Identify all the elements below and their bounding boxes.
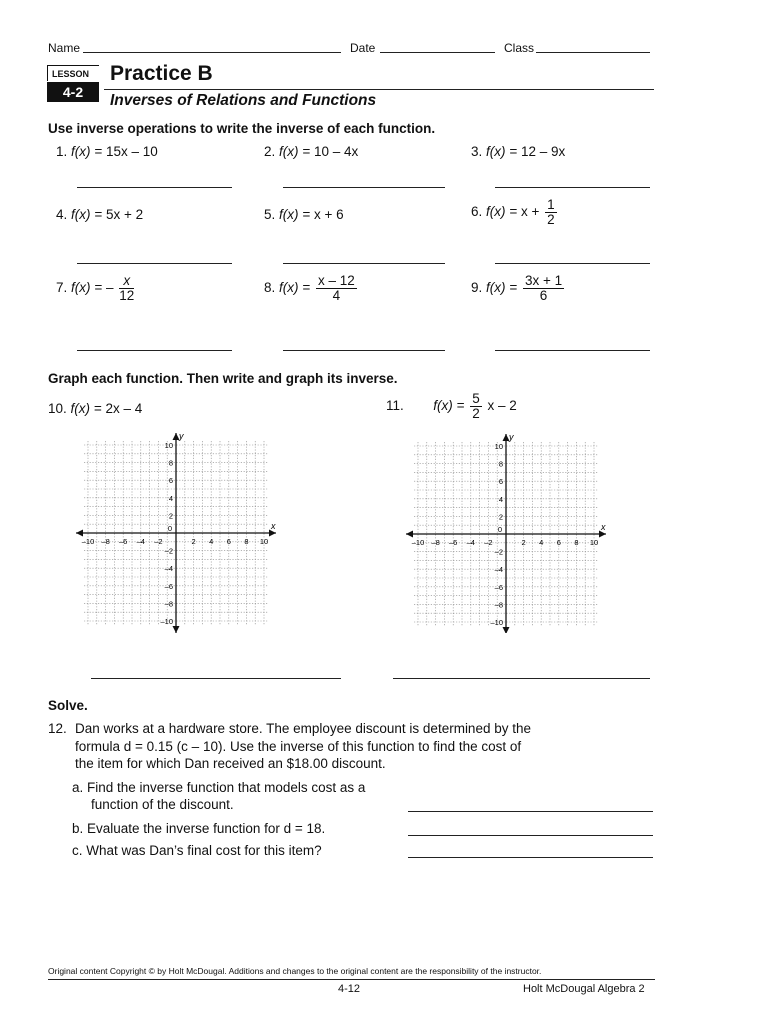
x-tick-label: 8 xyxy=(244,537,249,546)
answer-line-10[interactable] xyxy=(91,678,341,679)
problem-num: 10. xyxy=(48,401,67,416)
answer-line-1[interactable] xyxy=(77,187,232,188)
fraction xyxy=(523,274,564,303)
y-tick-label: –6 xyxy=(164,581,173,591)
y-tick-label: 6 xyxy=(498,477,503,487)
problem-num: 3. xyxy=(471,144,483,159)
problem-4 xyxy=(56,207,143,222)
x-tick-label: –8 xyxy=(101,537,110,546)
answer-line-12b[interactable] xyxy=(408,835,653,836)
problem-5 xyxy=(264,207,344,222)
page-subtitle: Inverses of Relations and Functions xyxy=(110,92,377,109)
answer-line-9[interactable] xyxy=(495,350,650,351)
x-tick-label: 10 xyxy=(589,538,599,547)
x-axis-label: x xyxy=(271,521,276,531)
y-tick-label: –8 xyxy=(164,599,173,609)
answer-line-8[interactable] xyxy=(283,350,445,351)
title-rule xyxy=(104,89,654,90)
x-tick-label: –2 xyxy=(484,538,493,547)
x-tick-label: 2 xyxy=(191,537,196,546)
x-tick-label: 4 xyxy=(209,537,214,546)
x-tick-label: –8 xyxy=(431,538,440,547)
problem-lhs: f(x) = xyxy=(279,280,311,296)
y-tick-label: –8 xyxy=(494,600,503,610)
problem-lhs: f(x) = xyxy=(486,204,518,220)
frac-den: 12 xyxy=(119,288,135,303)
problem-expr: – xyxy=(105,280,114,296)
copyright-notice: Original content Copyright © by Holt McDougal. Additions and changes to the original content are the responsibility of the instructor. xyxy=(48,966,542,976)
name-field[interactable] xyxy=(83,52,341,53)
problem-12-num: 12. xyxy=(48,721,67,736)
problem-num: 9. xyxy=(471,280,483,296)
lesson-label: LESSON xyxy=(47,65,99,81)
answer-line-12a[interactable] xyxy=(408,811,653,812)
footer-rule xyxy=(48,979,655,980)
frac-den: 4 xyxy=(332,288,341,303)
fraction xyxy=(316,274,357,303)
name-label: Name xyxy=(48,41,81,55)
section2-instruction: Graph each function. Then write and graph its inverse. xyxy=(48,371,398,386)
answer-line-7[interactable] xyxy=(77,350,232,351)
y-tick-label: –10 xyxy=(160,617,173,626)
frac-num: 1 xyxy=(547,197,555,212)
y-tick-label: –4 xyxy=(164,564,173,574)
problem-lhs: f(x) = xyxy=(71,280,103,296)
problem-num: 8. xyxy=(264,280,276,296)
y-tick-label: –4 xyxy=(494,565,503,575)
problem-7 xyxy=(56,274,136,303)
date-field[interactable] xyxy=(380,52,495,53)
problem-lhs: f(x) = xyxy=(279,207,311,222)
x-tick-label: 6 xyxy=(226,537,231,546)
x-tick-label: –6 xyxy=(119,537,128,546)
y-tick-label: 4 xyxy=(498,494,503,504)
problem-expr: x + xyxy=(520,204,540,220)
class-field[interactable] xyxy=(536,52,650,53)
y-tick-label: 2 xyxy=(498,512,503,522)
problem-num: 1. xyxy=(56,144,68,159)
y-tick-label: –2 xyxy=(164,546,173,556)
y-tick-label: 8 xyxy=(498,459,503,469)
problem-lhs: f(x) = xyxy=(70,401,102,416)
problem-1 xyxy=(56,144,158,159)
part-a-line2: function of the discount. xyxy=(91,797,234,812)
problem-lhs: f(x) = xyxy=(71,207,103,222)
frac-num: 3x + 1 xyxy=(524,273,563,288)
problem-expr: x – 2 xyxy=(487,398,517,414)
problem-11 xyxy=(386,392,517,421)
problem-2 xyxy=(264,144,358,159)
problem-expr: 2x – 4 xyxy=(105,401,143,416)
problem-lhs: f(x) = xyxy=(486,280,518,296)
x-tick-label: –6 xyxy=(449,538,458,547)
problem-num: 5. xyxy=(264,207,276,222)
y-tick-label: 2 xyxy=(168,511,173,521)
problem-9 xyxy=(471,274,566,303)
answer-line-11[interactable] xyxy=(393,678,650,679)
y-tick-label: 10 xyxy=(494,442,503,451)
y-axis-arrow-down xyxy=(173,626,180,633)
problem-num: 2. xyxy=(264,144,276,159)
frac-den: 2 xyxy=(547,212,555,227)
y-axis-label: y xyxy=(179,431,184,441)
y-tick-label: 10 xyxy=(164,441,173,450)
x-tick-label: –10 xyxy=(81,537,95,546)
x-tick-label: –2 xyxy=(154,537,163,546)
problem-lhs: f(x) = xyxy=(486,144,518,159)
problem-expr: 10 – 4x xyxy=(313,144,359,159)
problem-lhs: f(x) = xyxy=(71,144,103,159)
x-tick-label: –4 xyxy=(136,537,145,546)
frac-num: x xyxy=(119,274,134,289)
problem-lhs: f(x) = xyxy=(279,144,311,159)
y-tick-label: 4 xyxy=(168,493,173,503)
lesson-number: 4-2 xyxy=(47,82,99,102)
x-tick-label: –10 xyxy=(411,538,425,547)
fraction xyxy=(119,274,134,303)
answer-line-12c[interactable] xyxy=(408,857,653,858)
section1-instruction: Use inverse operations to write the inverse of each function. xyxy=(48,121,436,136)
problem-8 xyxy=(264,274,359,303)
problem-3 xyxy=(471,144,565,159)
x-tick-label: 2 xyxy=(521,538,526,547)
problem-num: 11. xyxy=(386,398,404,414)
x-axis-arrow-left xyxy=(406,531,413,538)
y-tick-label: 6 xyxy=(168,476,173,486)
coordinate-grid-10[interactable] xyxy=(70,425,285,635)
solve-heading: Solve. xyxy=(48,698,88,713)
x-tick-label: –4 xyxy=(466,538,475,547)
fraction xyxy=(545,198,557,227)
problem-12-line1: Dan works at a hardware store. The employee discount is determined by the xyxy=(75,721,531,736)
x-tick-label: 0 xyxy=(497,525,503,534)
problem-lhs: f(x) = xyxy=(433,398,465,414)
problem-expr: x + 6 xyxy=(313,207,344,222)
frac-num: x – 12 xyxy=(317,273,355,288)
problem-12-line3: the item for which Dan received an $18.00 discount. xyxy=(75,756,386,771)
problem-12-line2: formula d = 0.15 (c – 10). Use the inverse of this function to find the cost of xyxy=(75,739,522,754)
x-tick-label: 4 xyxy=(539,538,544,547)
x-axis-label: x xyxy=(601,522,606,532)
x-tick-label: 6 xyxy=(556,538,561,547)
coordinate-grid-11[interactable] xyxy=(400,428,615,633)
answer-line-3[interactable] xyxy=(495,187,650,188)
part-c: c. What was Dan’s final cost for this item? xyxy=(72,843,322,858)
problem-num: 4. xyxy=(56,207,68,222)
problem-expr: 12 – 9x xyxy=(520,144,566,159)
answer-line-5[interactable] xyxy=(283,263,445,264)
frac-den: 2 xyxy=(472,406,480,421)
y-tick-label: –6 xyxy=(494,582,503,592)
problem-expr: 5x + 2 xyxy=(105,207,144,222)
answer-line-2[interactable] xyxy=(283,187,445,188)
answer-line-6[interactable] xyxy=(495,263,650,264)
y-axis-arrow-down xyxy=(503,627,510,633)
problem-10 xyxy=(48,401,142,416)
y-tick-label: 8 xyxy=(168,458,173,468)
x-tick-label: 10 xyxy=(259,537,269,546)
x-axis-arrow-left xyxy=(76,530,83,537)
fraction xyxy=(470,392,482,421)
class-label: Class xyxy=(504,41,535,55)
problem-num: 6. xyxy=(471,204,483,220)
page-number: 4-12 xyxy=(338,983,361,995)
x-tick-label: 8 xyxy=(574,538,579,547)
answer-line-4[interactable] xyxy=(77,263,232,264)
problem-6 xyxy=(471,198,559,227)
y-tick-label: –2 xyxy=(494,547,503,557)
part-a-line1: a. Find the inverse function that models cost as a xyxy=(72,780,366,795)
problem-num: 7. xyxy=(56,280,68,296)
y-tick-label: –10 xyxy=(490,618,503,627)
page-title: Practice B xyxy=(110,62,213,85)
y-axis-label: y xyxy=(509,432,514,442)
part-b: b. Evaluate the inverse function for d = 18. xyxy=(72,821,326,836)
frac-num: 5 xyxy=(472,391,480,406)
problem-expr: 15x – 10 xyxy=(105,144,158,159)
date-label: Date xyxy=(350,41,376,55)
book-title: Holt McDougal Algebra 2 xyxy=(523,983,645,995)
x-tick-label: 0 xyxy=(167,524,173,533)
frac-den: 6 xyxy=(539,288,548,303)
